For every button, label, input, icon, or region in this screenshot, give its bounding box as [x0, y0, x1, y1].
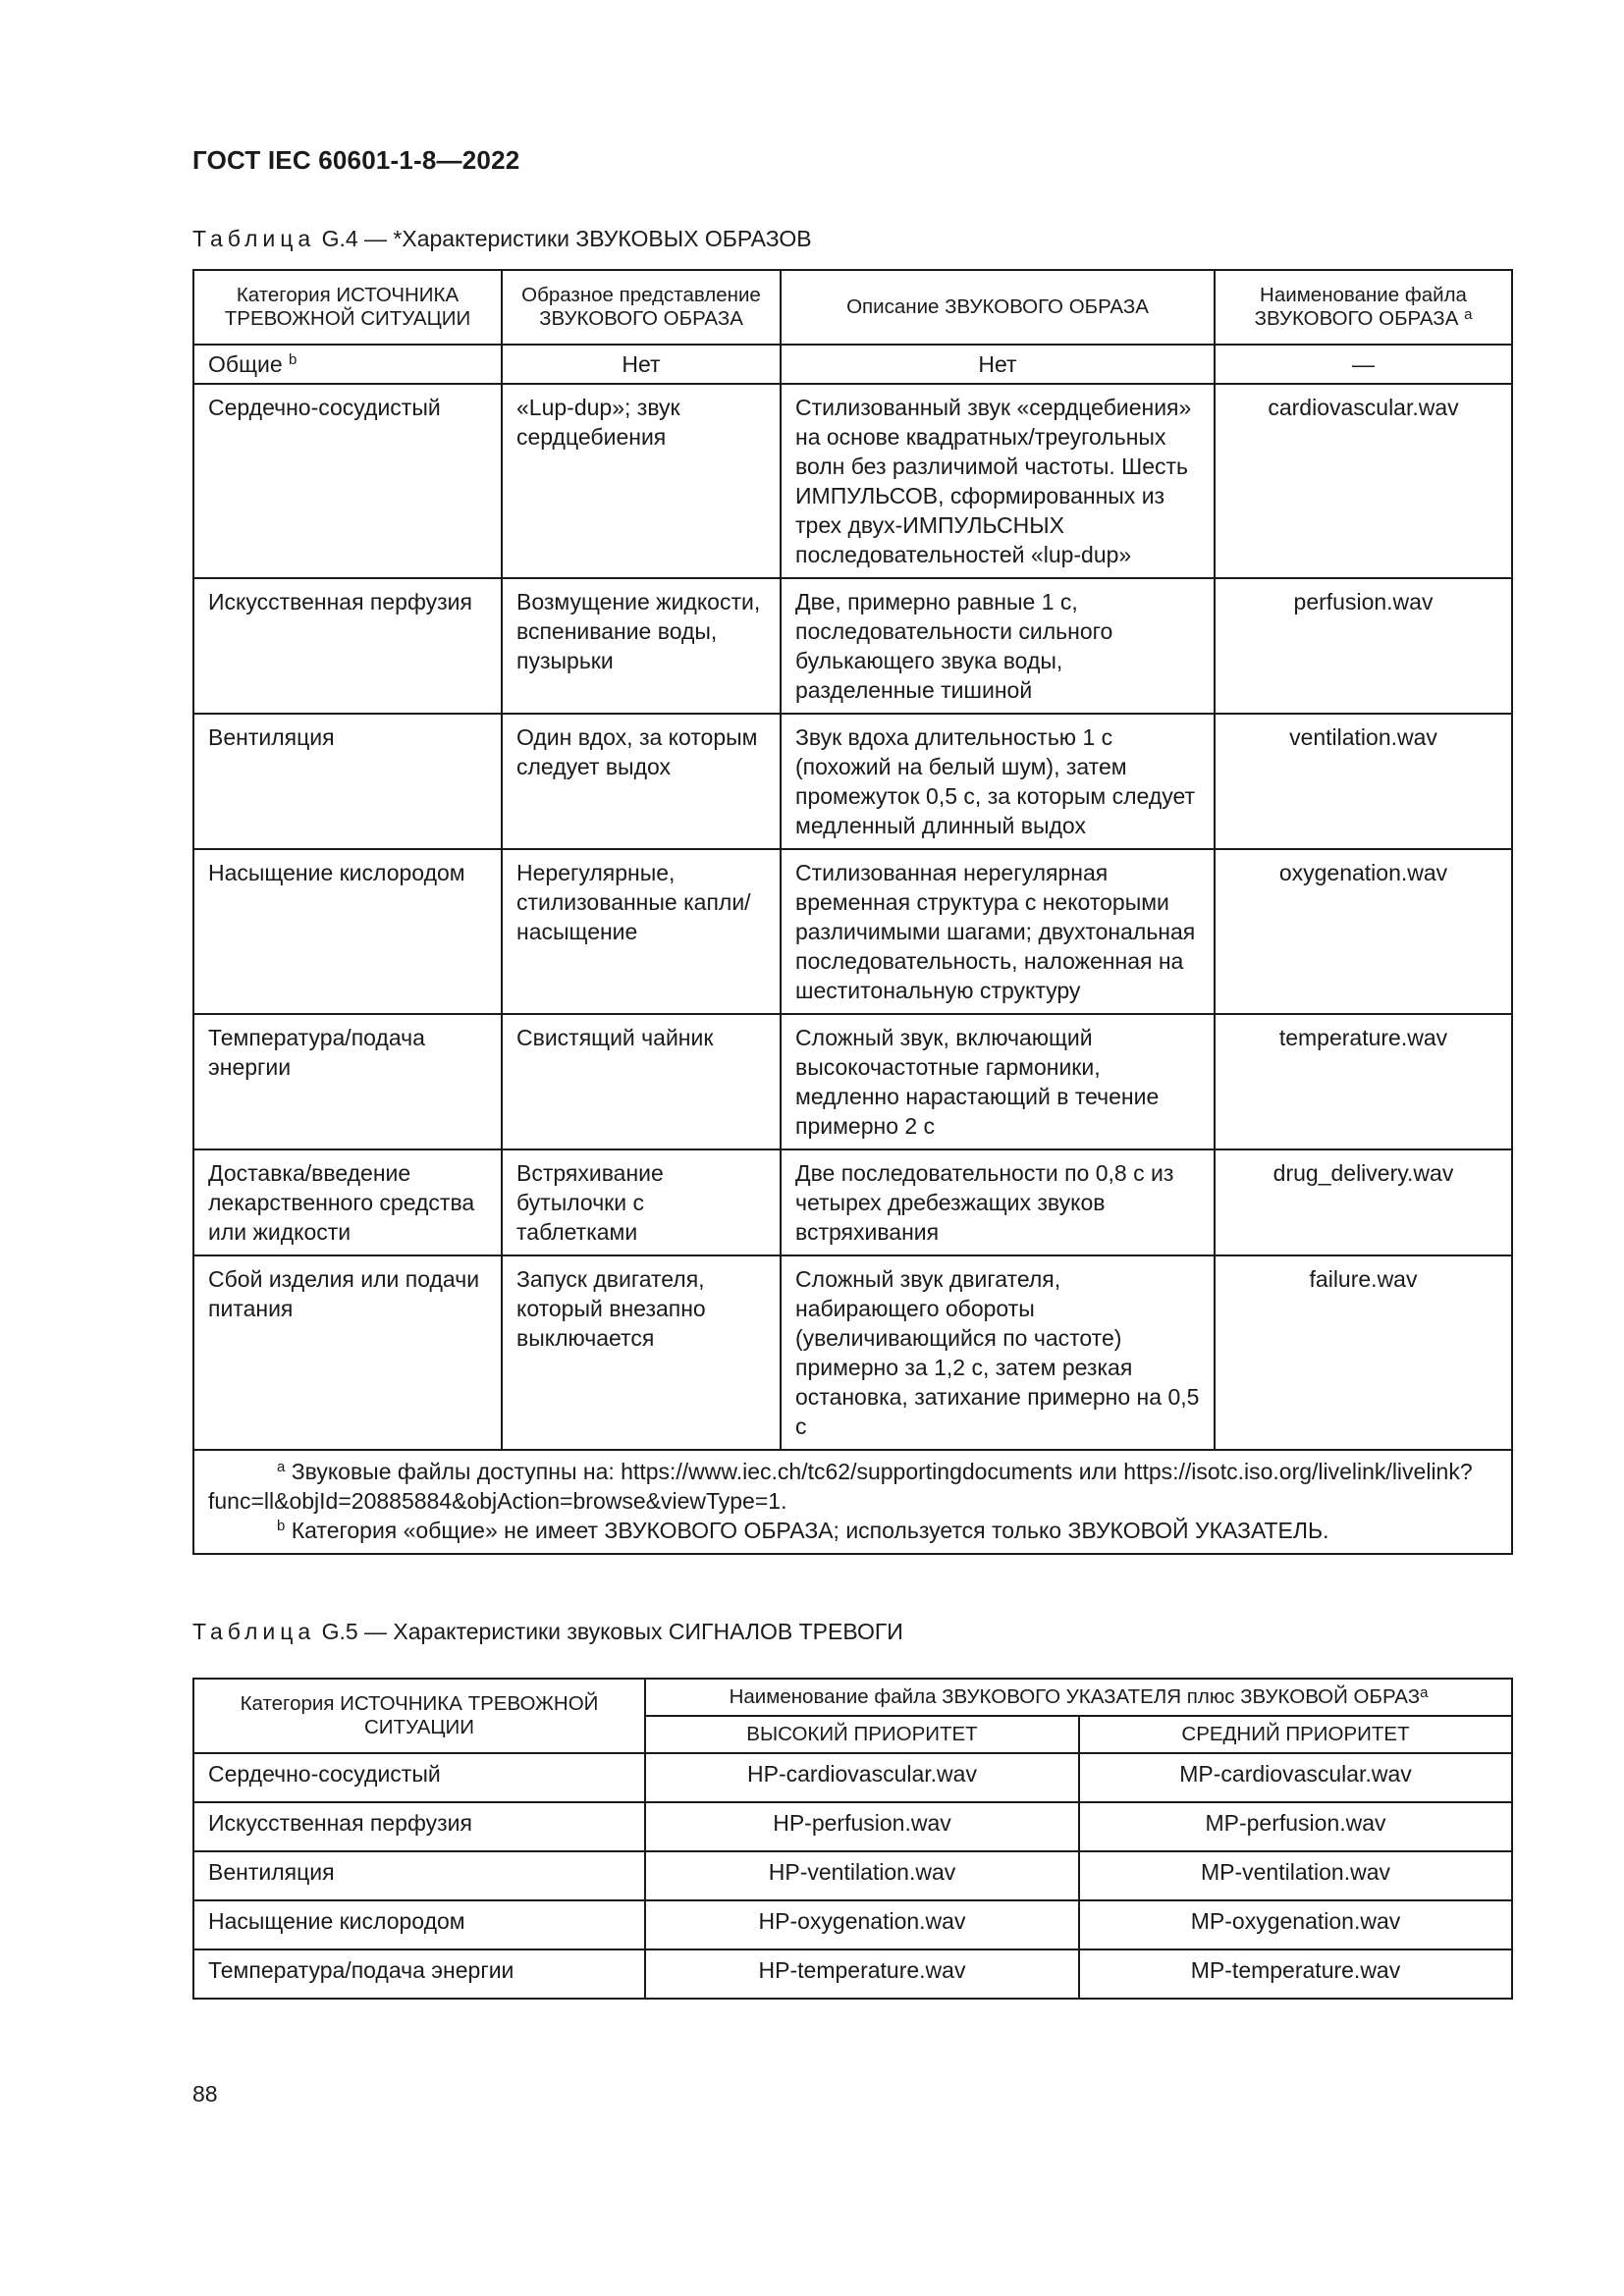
table-g4-notes-row [193, 1450, 1512, 1554]
table-row [193, 714, 1512, 849]
cell-category: Искусственная перфузия [193, 578, 502, 714]
cell-category: Температура/подача энергии [193, 1014, 502, 1149]
cell-category-text: Общие [208, 351, 283, 377]
footnote-marker-b: b [289, 351, 298, 368]
g5-footnote-marker-a: a [1420, 1684, 1429, 1701]
cell-file: — [1215, 345, 1512, 384]
cell-category: Вентиляция [193, 714, 502, 849]
cell-representation: Встряхивание бутылочки с таблетками [502, 1149, 781, 1255]
cell-representation: Запуск двигателя, который внезапно выключается [502, 1255, 781, 1450]
footnote-b-marker: b [277, 1518, 286, 1534]
g5-column-header-group [645, 1679, 1512, 1716]
cell-description: Две, примерно равные 1 с, последовательности сильного булькающего звука воды, разделенные тишиной [781, 578, 1215, 714]
table-row [193, 1753, 1512, 1802]
footnote-b-text: Категория «общие» не имеет ЗВУКОВОГО ОБРАЗА; используется только ЗВУКОВОЙ УКАЗАТЕЛЬ. [285, 1518, 1329, 1543]
table-g5-caption [192, 1617, 903, 1646]
g5-column-header-medium-priority: СРЕДНИЙ ПРИОРИТЕТ [1079, 1716, 1512, 1753]
cell-description: Стилизованная нерегулярная временная структура с некоторыми различимыми шагами; двухтональная последовательность, наложенная на шеститональную структуру [781, 849, 1215, 1014]
cell-file: failure.wav [1215, 1255, 1512, 1450]
cell-category: Доставка/введение лекарственного средства или жидкости [193, 1149, 502, 1255]
cell-file: cardiovascular.wav [1215, 384, 1512, 578]
table-row [193, 1014, 1512, 1149]
cell-high-priority-file: HP-perfusion.wav [645, 1802, 1079, 1851]
column-header-file-label: Наименование файла ЗВУКОВОГО ОБРАЗА [1254, 284, 1467, 330]
cell-file: oxygenation.wav [1215, 849, 1512, 1014]
column-header-representation: Образное представление ЗВУКОВОГО ОБРАЗА [502, 270, 781, 345]
cell-high-priority-file: HP-oxygenation.wav [645, 1900, 1079, 1949]
cell-file: drug_delivery.wav [1215, 1149, 1512, 1255]
g5-column-header-category: Категория ИСТОЧНИКА ТРЕВОЖНОЙ СИТУАЦИИ [193, 1679, 645, 1753]
table-row [193, 1900, 1512, 1949]
cell-medium-priority-file: MP-ventilation.wav [1079, 1851, 1512, 1900]
cell-category: Температура/подача энергии [193, 1949, 645, 1999]
cell-medium-priority-file: MP-temperature.wav [1079, 1949, 1512, 1999]
page-number: 88 [192, 2081, 218, 2107]
table-row [193, 849, 1512, 1014]
footnote-a [208, 1457, 1497, 1516]
table-g5-header-row-1 [193, 1679, 1512, 1716]
g5-group-label: Наименование файла ЗВУКОВОГО УКАЗАТЕЛЯ плюс ЗВУКОВОЙ ОБРАЗ [729, 1685, 1421, 1708]
table-g4-caption-title: G.4 — *Характеристики ЗВУКОВЫХ ОБРАЗОВ [315, 226, 812, 251]
cell-representation: Нерегулярные, стилизованные капли/насыщение [502, 849, 781, 1014]
cell-description: Нет [781, 345, 1215, 384]
cell-category: Сбой изделия или подачи питания [193, 1255, 502, 1450]
table-row [193, 578, 1512, 714]
footnote-marker-a: a [1464, 306, 1473, 323]
cell-description: Две последовательности по 0,8 с из четырех дребезжащих звуков встряхивания [781, 1149, 1215, 1255]
table-g5-caption-title: G.5 — Характеристики звуковых СИГНАЛОВ ТРЕВОГИ [315, 1619, 903, 1644]
column-header-description: Описание ЗВУКОВОГО ОБРАЗА [781, 270, 1215, 345]
cell-high-priority-file: HP-temperature.wav [645, 1949, 1079, 1999]
cell-description: Звук вдоха длительностью 1 с (похожий на белый шум), затем промежуток 0,5 с, за которым следует медленный длинный выдох [781, 714, 1215, 849]
footnote-a-marker: a [277, 1459, 286, 1475]
table-g5-caption-prefix: Таблица [192, 1619, 316, 1644]
table-g5 [192, 1678, 1513, 2000]
table-row-general [193, 345, 1512, 384]
column-header-category: Категория ИСТОЧНИКА ТРЕВОЖНОЙ СИТУАЦИИ [193, 270, 502, 345]
table-row [193, 1851, 1512, 1900]
table-g4-caption [192, 224, 812, 253]
table-row [193, 1255, 1512, 1450]
column-header-file [1215, 270, 1512, 345]
table-g4 [192, 269, 1513, 1555]
table-row [193, 384, 1512, 578]
cell-category [193, 345, 502, 384]
cell-medium-priority-file: MP-cardiovascular.wav [1079, 1753, 1512, 1802]
cell-category: Вентиляция [193, 1851, 645, 1900]
cell-medium-priority-file: MP-perfusion.wav [1079, 1802, 1512, 1851]
footnote-b [208, 1516, 1497, 1545]
cell-representation: Нет [502, 345, 781, 384]
footnote-a-text: Звуковые файлы доступны на: https://www.iec.ch/tc62/supportingdocuments или https://isotc.iso.org/livelink/livelink?func=ll&objId=20885884&objAction=browse&viewType=1. [208, 1459, 1473, 1514]
table-row [193, 1949, 1512, 1999]
cell-high-priority-file: HP-cardiovascular.wav [645, 1753, 1079, 1802]
cell-description: Стилизованный звук «сердцебиения» на основе квадратных/треугольных волн без различимой частоты. Шесть ИМПУЛЬСОВ, сформированных из трех двух-ИМПУЛЬСНЫХ последовательностей «lup-dup» [781, 384, 1215, 578]
table-g4-header-row [193, 270, 1512, 345]
document-code-header: ГОСТ IEC 60601-1-8—2022 [192, 145, 520, 175]
cell-representation: Возмущение жидкости, вспенивание воды, пузырьки [502, 578, 781, 714]
cell-description: Сложный звук двигателя, набирающего обороты (увеличивающийся по частоте) примерно за 1,2 с, затем резкая остановка, затихание примерно на 0,5 с [781, 1255, 1215, 1450]
cell-category: Сердечно-сосудистый [193, 1753, 645, 1802]
cell-category: Искусственная перфузия [193, 1802, 645, 1851]
table-g4-caption-prefix: Таблица [192, 226, 316, 251]
cell-file: temperature.wav [1215, 1014, 1512, 1149]
table-row [193, 1149, 1512, 1255]
cell-representation: Свистящий чайник [502, 1014, 781, 1149]
cell-file: perfusion.wav [1215, 578, 1512, 714]
table-row [193, 1802, 1512, 1851]
table-g4-notes [193, 1450, 1512, 1554]
cell-category: Насыщение кислородом [193, 1900, 645, 1949]
cell-description: Сложный звук, включающий высокочастотные гармоники, медленно нарастающий в течение примерно 2 с [781, 1014, 1215, 1149]
cell-medium-priority-file: MP-oxygenation.wav [1079, 1900, 1512, 1949]
cell-category: Насыщение кислородом [193, 849, 502, 1014]
cell-representation: «Lup-dup»; звук сердцебиения [502, 384, 781, 578]
cell-category: Сердечно-сосудистый [193, 384, 502, 578]
cell-high-priority-file: HP-ventilation.wav [645, 1851, 1079, 1900]
g5-column-header-high-priority: ВЫСОКИЙ ПРИОРИТЕТ [645, 1716, 1079, 1753]
cell-file: ventilation.wav [1215, 714, 1512, 849]
cell-representation: Один вдох, за которым следует выдох [502, 714, 781, 849]
